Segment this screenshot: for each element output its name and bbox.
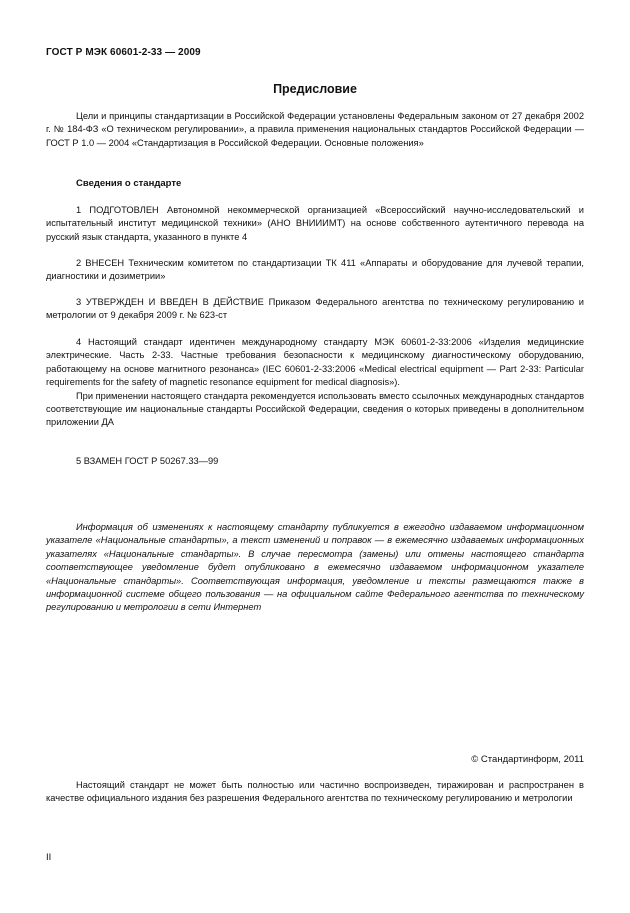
- intro-paragraph: [46, 110, 584, 150]
- document-code-header: ГОСТ Р МЭК 60601-2-33 — 2009: [46, 47, 201, 58]
- notice-text: Информация об изменениях к настоящему стандарту публикуется в ежегодно издаваемом информационном указателе «Национальные стандарты», а текст изменений и поправок — в ежемесячно издаваемых информационных указателях «Национальные стандарты». В случае пересмотра (замены) или отмены настоящего стандарта соответствующее уведомление будет опубликовано в ежемесячно издаваемом информационном указателе «Национальные стандарты». Соответствующая информация, уведомление и тексты размещаются также в информационной системе общего пользования — на официальном сайте Федерального агентства по техническому регулированию и метрологии в сети Интернет: [46, 522, 584, 613]
- item-text: 2 ВНЕСЕН Техническим комитетом по стандартизации ТК 411 «Аппараты и оборудование для лучевой терапии, диагностики и дозиметрии»: [46, 258, 584, 282]
- intro-text: Цели и принципы стандартизации в Российской Федерации установлены Федеральным законом от 27 декабря 2002 г. № 184-ФЗ «О техническом регулировании», а правила применения национальных стандартов Российской Федерации — ГОСТ Р 1.0 — 2004 «Стандартизация в Российской Федерации. Основные положения»: [46, 111, 584, 148]
- item-text: 4 Настоящий стандарт идентичен международному стандарту МЭК 60601-2-33:2006 «Изделия медицинские электрические. Часть 2-33. Частные требования безопасности к медицинскому диагностическому оборудованию, работающему на основе магнитного резонанса» (IEC 60601-2-33:2006 «Medical electrical equipment — Part 2-33: Particular requirements for the safety of magnetic resonance equipment for medical diagnosis»).: [46, 337, 584, 388]
- item-3: [46, 296, 584, 323]
- item-text: 1 ПОДГОТОВЛЕН Автономной некоммерческой организацией «Всероссийский научно-исследовательский и испытательный институт медицинской техники» (АНО ВНИИИМТ) на основе собственного аутентичного перевода на русский язык стандарта, указанного в пункте 4: [46, 205, 584, 242]
- page-number: II: [46, 852, 52, 863]
- item-text: При применении настоящего стандарта рекомендуется использовать вместо ссылочных международных стандартов соответствующие им национальные стандарты Российской Федерации, сведения о которых приведены в дополнительном приложении ДА: [46, 390, 585, 428]
- info-heading: Сведения о стандарте: [76, 178, 182, 189]
- item-4: [46, 336, 584, 430]
- changes-notice: [46, 521, 584, 615]
- item-1: [46, 204, 584, 244]
- reproduction-notice: [46, 779, 584, 806]
- copyright: © Стандартинформ, 2011: [471, 754, 584, 765]
- item-2: [46, 257, 584, 284]
- page-title: Предисловие: [273, 82, 357, 96]
- reproduction-text: Настоящий стандарт не может быть полностью или частично воспроизведен, тиражирован и распространен в качестве официального издания без разрешения Федерального агентства по техническому регулированию и метрологии: [46, 780, 584, 804]
- item-text: 3 УТВЕРЖДЕН И ВВЕДЕН В ДЕЙСТВИЕ Приказом Федерального агентства по техническому регулированию и метрологии от 9 декабря 2009 г. № 623-ст: [46, 297, 584, 321]
- item-5: [46, 455, 584, 468]
- item-text: 5 ВЗАМЕН ГОСТ Р 50267.33—99: [76, 456, 219, 466]
